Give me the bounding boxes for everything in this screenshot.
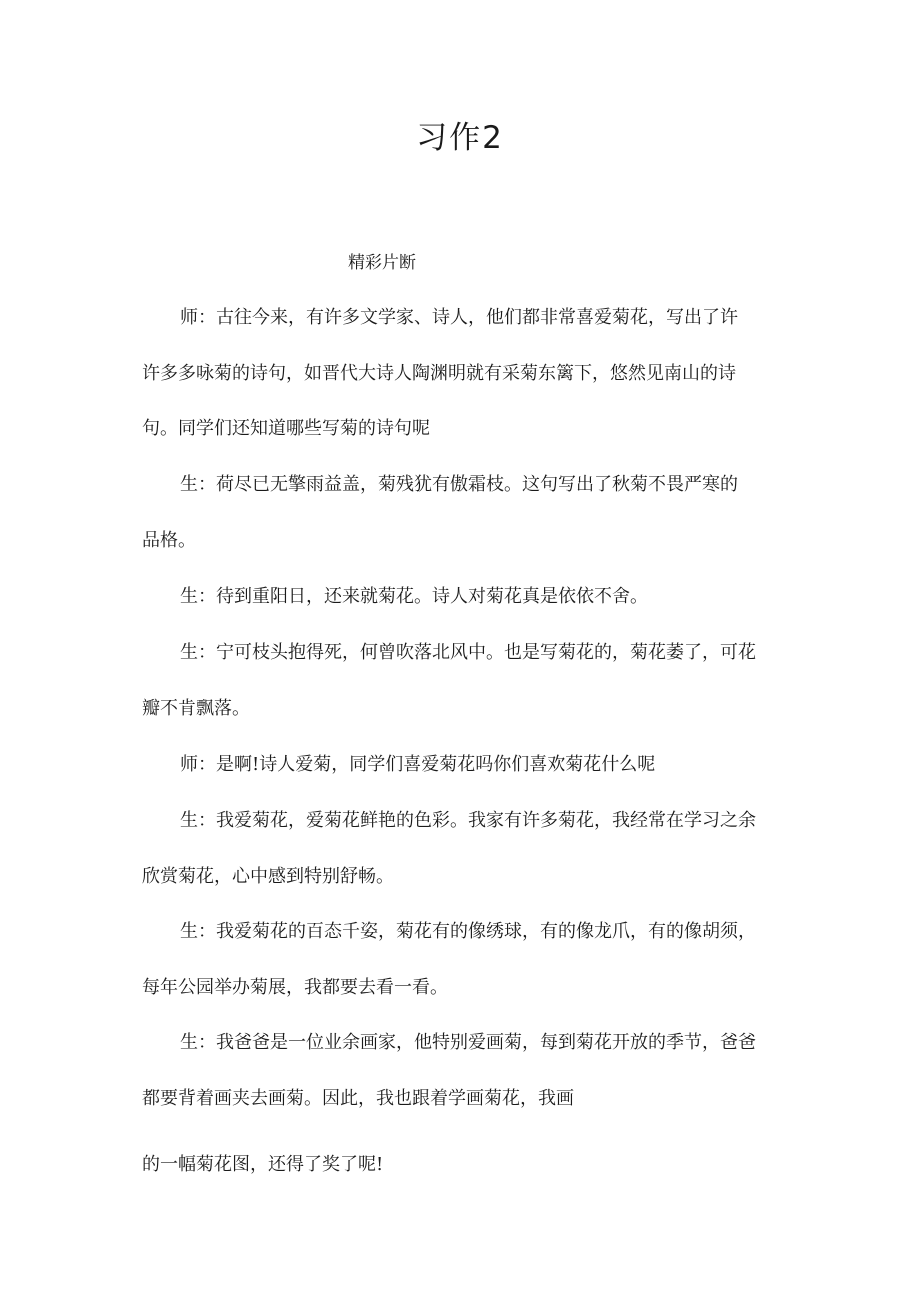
paragraph-line: 生：我爸爸是一位业余画家，他特别爱画菊，每到菊花开放的季节，爸爸: [180, 1032, 756, 1053]
paragraph-line: 师：古往今来，有许多文学家、诗人，他们都非常喜爱菊花，写出了许: [180, 307, 738, 328]
paragraph-line: 品格。: [142, 530, 196, 551]
section-subtitle: 精彩片断: [348, 253, 416, 273]
paragraph-line: 生：我爱菊花，爱菊花鲜艳的色彩。我家有许多菊花，我经常在学习之余: [180, 810, 756, 831]
paragraph-line: 生：我爱菊花的百态千姿，菊花有的像绣球，有的像龙爪，有的像胡须，: [180, 921, 756, 942]
paragraph-line: 瓣不肯飘落。: [142, 698, 250, 719]
paragraph-line: 句。同学们还知道哪些写菊的诗句呢: [142, 418, 430, 439]
paragraph-line: 生：待到重阳日，还来就菊花。诗人对菊花真是依依不舍。: [180, 586, 648, 607]
paragraph-line: 每年公园举办菊展，我都要去看一看。: [142, 977, 448, 998]
paragraph-line: 的一幅菊花图，还得了奖了呢!: [142, 1154, 384, 1175]
paragraph-line: 欣赏菊花，心中感到特别舒畅。: [142, 866, 394, 887]
paragraph-line: 生：荷尽已无擎雨益盖，菊残犹有傲霜枝。这句写出了秋菊不畏严寒的: [180, 474, 738, 495]
paragraph-line: 许多多咏菊的诗句，如晋代大诗人陶渊明就有采菊东篱下，悠然见南山的诗: [142, 363, 736, 384]
paragraph-line: 都要背着画夹去画菊。因此，我也跟着学画菊花，我画: [142, 1088, 574, 1109]
paragraph-line: 师：是啊!诗人爱菊，同学们喜爱菊花吗你们喜欢菊花什么呢: [180, 754, 656, 775]
document-title: 习作2: [416, 120, 504, 156]
paragraph-line: 生：宁可枝头抱得死，何曾吹落北风中。也是写菊花的，菊花萎了，可花: [180, 642, 756, 663]
